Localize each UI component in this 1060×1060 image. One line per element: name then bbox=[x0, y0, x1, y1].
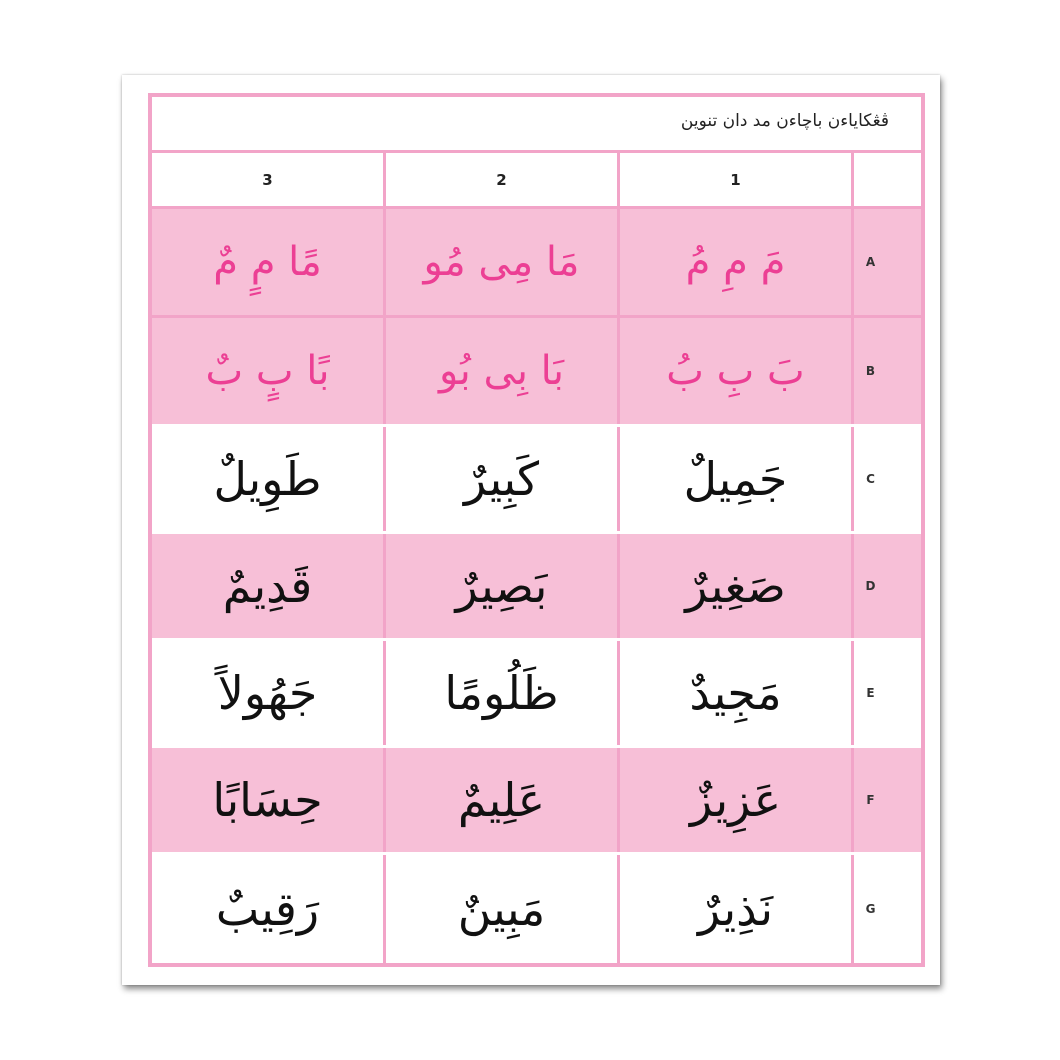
cell-e-1: مَجِيدٌ bbox=[620, 641, 854, 745]
cell-e-3: جَهُولاً bbox=[152, 641, 386, 745]
cell-b-2: بَا بِى بُو bbox=[386, 318, 620, 424]
column-header-3: 3 bbox=[152, 153, 386, 206]
column-header-2: 2 bbox=[386, 153, 620, 206]
cell-d-3: قَدِيمٌ bbox=[152, 534, 386, 638]
table-row-d bbox=[152, 534, 921, 641]
column-header-label bbox=[854, 153, 887, 206]
cell-b-1: بَ بِ بُ bbox=[620, 318, 854, 424]
cell-c-2: كَبِيرٌ bbox=[386, 427, 620, 531]
worksheet-page bbox=[122, 75, 940, 985]
cell-c-3: طَوِيلٌ bbox=[152, 427, 386, 531]
row-label-f: F bbox=[866, 793, 875, 807]
worksheet-title: ڤڠكاياءن باچاءن مد دان تنوين bbox=[680, 111, 889, 131]
cell-g-1: نَذِيرٌ bbox=[620, 855, 854, 963]
cell-a-2: مَا مِى مُو bbox=[386, 209, 620, 315]
cell-c-1: جَمِيلٌ bbox=[620, 427, 854, 531]
table-row-e bbox=[152, 641, 921, 748]
row-label-e: E bbox=[866, 686, 875, 700]
row-label-g: G bbox=[865, 902, 876, 916]
table-row-b bbox=[152, 318, 921, 427]
cell-e-2: ظَلُومًا bbox=[386, 641, 620, 745]
cell-f-2: عَلِيمٌ bbox=[386, 748, 620, 852]
table-row-a bbox=[152, 209, 921, 318]
syllable-table bbox=[152, 153, 921, 963]
table-frame bbox=[148, 93, 925, 967]
cell-a-3: مًا مٍ مٌ bbox=[152, 209, 386, 315]
column-header-1: 1 bbox=[620, 153, 854, 206]
cell-b-3: بًا بٍ بٌ bbox=[152, 318, 386, 424]
row-label-c: C bbox=[866, 472, 875, 486]
cell-d-2: بَصِيرٌ bbox=[386, 534, 620, 638]
row-label-a: A bbox=[865, 255, 876, 269]
row-label-d: D bbox=[865, 579, 876, 593]
title-row bbox=[152, 97, 921, 153]
table-row-g bbox=[152, 855, 921, 963]
column-header-row bbox=[152, 153, 921, 209]
cell-f-1: عَزِيزٌ bbox=[620, 748, 854, 852]
cell-g-2: مَبِينٌ bbox=[386, 855, 620, 963]
table-row-f bbox=[152, 748, 921, 855]
cell-g-3: رَقِيبٌ bbox=[152, 855, 386, 963]
cell-f-3: حِسَابًا bbox=[152, 748, 386, 852]
cell-a-1: مَ مِ مُ bbox=[620, 209, 854, 315]
row-label-b: B bbox=[865, 364, 876, 378]
table-row-c bbox=[152, 427, 921, 534]
cell-d-1: صَغِيرٌ bbox=[620, 534, 854, 638]
